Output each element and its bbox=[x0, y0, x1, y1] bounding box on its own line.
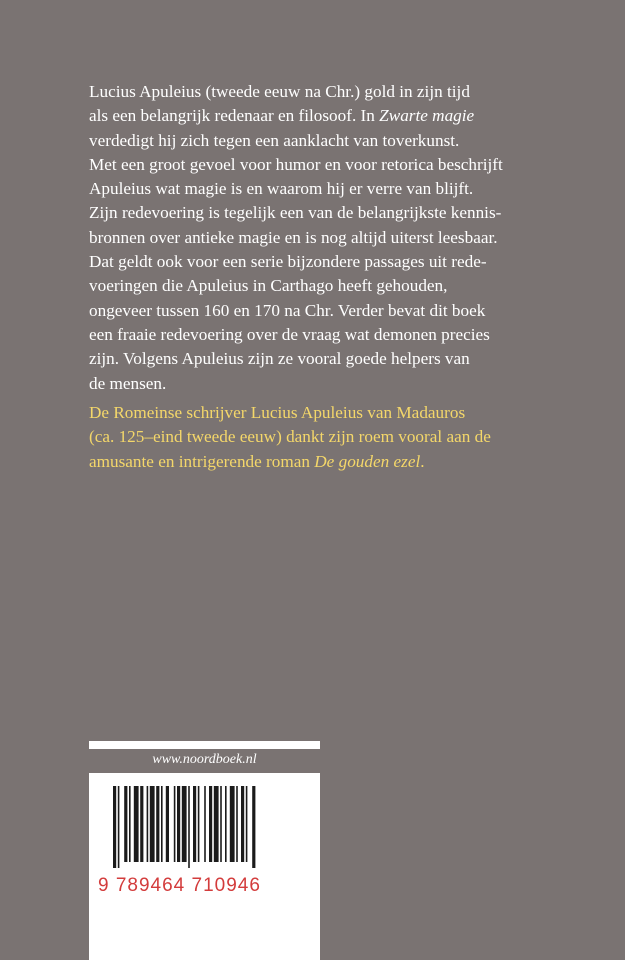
barcode-bar bbox=[204, 786, 206, 862]
description-line: Apuleius wat magie is en waarom hij er verre van blijft. bbox=[89, 179, 474, 199]
barcode-bar bbox=[140, 786, 143, 862]
description-line: een fraaie redevoering over de vraag wat demonen precies bbox=[89, 324, 490, 344]
publisher-url-band bbox=[89, 749, 320, 773]
description-line: Dat geldt ook voor een serie bijzondere passages uit rede- bbox=[89, 252, 487, 272]
barcode-bar bbox=[147, 786, 149, 862]
description-text bbox=[89, 80, 589, 396]
author-note-text: amusante en intrigerende roman bbox=[89, 451, 315, 471]
barcode-bar bbox=[150, 786, 155, 862]
description-line bbox=[89, 104, 589, 128]
barcode-icon bbox=[113, 786, 305, 868]
barcode-bar bbox=[246, 786, 248, 862]
description-line: de mensen. bbox=[89, 373, 167, 393]
book-title: Zwarte magie bbox=[379, 106, 475, 126]
publisher-url: www.noordboek.nl bbox=[152, 752, 257, 767]
novel-title: De gouden ezel bbox=[314, 451, 421, 471]
barcode-bar bbox=[177, 786, 180, 862]
description-line: bronnen over antieke magie en is nog altijd uiterst leesbaar. bbox=[89, 227, 498, 247]
barcode-bar bbox=[182, 786, 187, 862]
barcode-bar bbox=[193, 786, 196, 862]
description-line: Met een groot gevoel voor humor en voor retorica beschrijft bbox=[89, 154, 503, 174]
barcode-bar bbox=[252, 786, 255, 868]
author-note bbox=[89, 401, 589, 474]
barcode-bar bbox=[156, 786, 159, 862]
barcode-bar bbox=[214, 786, 219, 862]
description-line: ongeveer tussen 160 en 170 na Chr. Verder bevat dit boek bbox=[89, 300, 486, 320]
barcode-bar bbox=[129, 786, 131, 862]
barcode-bar bbox=[124, 786, 127, 862]
description-line: zijn. Volgens Apuleius zijn ze vooral goede helpers van bbox=[89, 349, 470, 369]
barcode-bar bbox=[225, 786, 227, 862]
description-line-text: als een belangrijk redenaar en filosoof. In bbox=[89, 106, 380, 126]
barcode-bar bbox=[209, 786, 212, 862]
author-note-line: De Romeinse schrijver Lucius Apuleius van Madauros bbox=[89, 403, 466, 422]
barcode-bar bbox=[220, 786, 222, 862]
barcode-bar bbox=[174, 786, 176, 862]
description-line: voeringen die Apuleius in Carthago heeft gehouden, bbox=[89, 276, 448, 296]
barcode-bar bbox=[161, 786, 163, 862]
author-note-line: (ca. 125–eind tweede eeuw) dankt zijn roem vooral aan de bbox=[89, 427, 491, 447]
author-note-line bbox=[89, 450, 589, 474]
isbn-number: 9 789464 710946 bbox=[98, 875, 261, 896]
description-line: verdedigt hij zich tegen een aanklacht van toverkunst. bbox=[89, 130, 460, 150]
author-note-period: . bbox=[420, 451, 425, 471]
barcode-bar bbox=[198, 786, 200, 862]
barcode-bar bbox=[118, 786, 120, 868]
barcode-bar bbox=[241, 786, 244, 862]
barcode-bar bbox=[188, 786, 190, 868]
barcode-bar bbox=[166, 786, 169, 862]
barcode-bar bbox=[230, 786, 235, 862]
description-line: Zijn redevoering is tegelijk een van de belangrijkste kennis- bbox=[89, 203, 502, 223]
barcode-bar bbox=[134, 786, 139, 862]
barcode-bar bbox=[113, 786, 116, 868]
barcode-bar bbox=[236, 786, 238, 862]
description-line: Lucius Apuleius (tweede eeuw na Chr.) gold in zijn tijd bbox=[89, 82, 470, 101]
